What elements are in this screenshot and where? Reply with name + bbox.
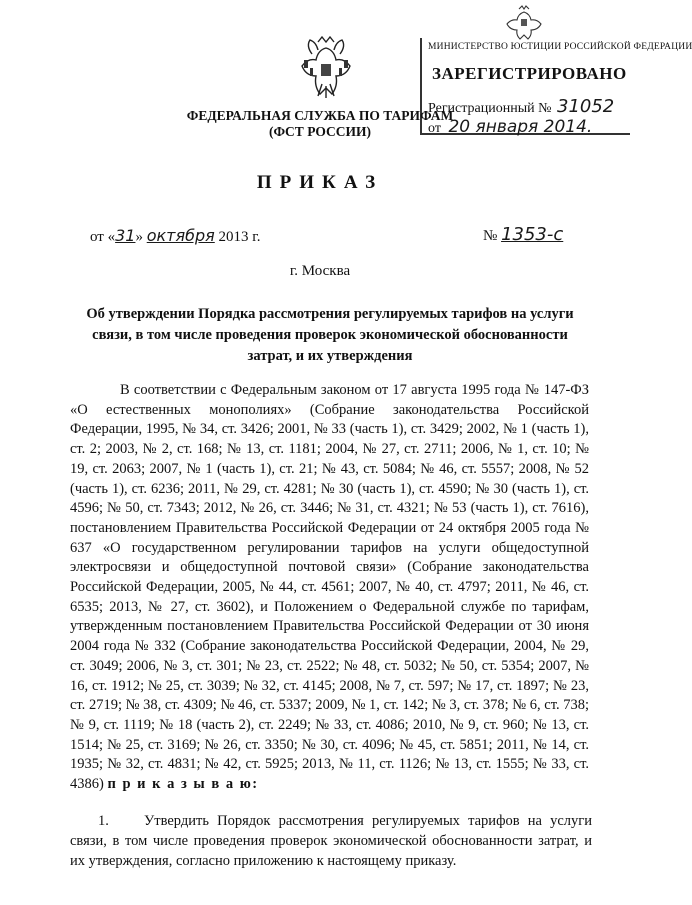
stamp-reg-number-label: Регистрационный № xyxy=(428,101,552,116)
agency-abbreviation: (ФСТ РОССИИ) xyxy=(268,124,372,139)
order-date-day: 31 xyxy=(115,226,136,245)
order-date-prefix: от « xyxy=(90,229,116,245)
order-number-value: 1353-с xyxy=(501,224,564,245)
stamp-reg-date-label: от xyxy=(428,121,441,136)
stamp-reg-date-value: 20 января 2014. xyxy=(448,117,593,137)
stamp-emblem-icon xyxy=(503,4,545,40)
order-item xyxy=(70,811,592,871)
order-command: п р и к а з ы в а ю: xyxy=(107,776,259,793)
order-item-number: 1. xyxy=(98,813,109,829)
order-city: г. Москва xyxy=(289,263,351,279)
stamp-reg-number-value: 31052 xyxy=(557,96,615,117)
order-number-label: № xyxy=(483,228,498,244)
order-date-suffix: 2013 г. xyxy=(214,229,261,245)
order-number xyxy=(483,224,563,245)
stamp-ministry-name: МИНИСТЕРСТВО ЮСТИЦИИ РОССИЙСКОЙ ФЕДЕРАЦИИ xyxy=(428,42,692,52)
order-date-month: октября xyxy=(146,226,215,245)
order-date-mid: » xyxy=(135,229,147,245)
order-subject: Об утверждении Порядка рассмотрения регулируемых тарифов на услуги связи, в том числе проведения проверок экономической обоснованности затрат, и их утверждения xyxy=(86,306,574,364)
preamble-paragraph xyxy=(70,381,589,795)
agency-name: ФЕДЕРАЛЬНАЯ СЛУЖБА ПО ТАРИФАМ xyxy=(186,108,454,123)
order-item-text: Утвердить Порядок рассмотрения регулируемых тарифов на услуги связи, в том числе проведения проверок экономической обоснованности затрат, и их утверждения, согласно приложению к настоящему приказу. xyxy=(70,813,592,869)
document-title: ПРИКАЗ xyxy=(256,172,384,193)
coat-of-arms-icon xyxy=(296,34,356,104)
preamble-text: В соответствии с Федеральным законом от 17 августа 1995 года № 147-ФЗ «О естественных монополиях» (Собрание законодательства Российской Федерации, 1995, № 34, ст. 3426; 2001, № 33 (часть 1), ст. 3429; 2002, № 1 (часть 1), ст. 2; 2003, № 2, ст. 168; № 13, ст. 1181; 2004, № 27, ст. 2711; 2006, № 1, ст. 10; № 19, ст. 2063; 2007, № 1 (часть 1), ст. 21; № 43, ст. 5084; № 46, ст. 5557; 2008, № 52 (часть 1), ст. 6236; 2011, № 29, ст. 4281; № 30 (часть 1), ст. 4590; № 30 (часть 1), ст. 4596; № 50, ст. 7343; 2012, № 26, ст. 3446; № 31, ст. 4321; № 53 (часть 1), ст. 7616), постановлением Правительства Российской Федерации от 24 октября 2005 года № 637 «О государственном регулировании тарифов на услуги общедоступной электросвязи и общедоступной почтовой связи» (Собрание законодательства Российской Федерации, 2005, № 44, ст. 4561; 2007, № 40, ст. 4797; 2011, № 46, ст. 6535; 2013, № 27, ст. 3602), и Положением о Федеральной службе по тарифам, утвержденным постановлением Правительства Российской Федерации от 30 июня 2004 года № 332 (Собрание законодательства Российской Федерации, 2004, № 29, ст. 3049; 2006, № 3, ст. 301; № 23, ст. 2522; № 48, ст. 5032; № 50, ст. 5354; 2007, № 16, ст. 1912; № 25, ст. 3039; № 32, ст. 4145; 2008, № 7, ст. 597; № 17, ст. 1897; № 23, ст. 2719; № 38, ст. 4309; № 46, ст. 5337; 2009, № 1, ст. 142; № 3, ст. 378; № 6, ст. 738; № 9, ст. 1119; № 18 (часть 2), ст. 2249; № 33, ст. 4086; 2010, № 9, ст. 960; № 13, ст. 1514; № 25, ст. 3169; № 26, ст. 3350; № 30, ст. 4096; № 45, ст. 5851; 2011, № 14, ст. 1935; № 32, ст. 4831; № 42, ст. 5925; 2013, № 11, ст. 1126; № 13, ст. 1555; № 33, ст. 4386) xyxy=(70,382,589,793)
stamp-registered-label: ЗАРЕГИСТРИРОВАНО xyxy=(432,64,627,83)
order-date xyxy=(90,226,260,246)
